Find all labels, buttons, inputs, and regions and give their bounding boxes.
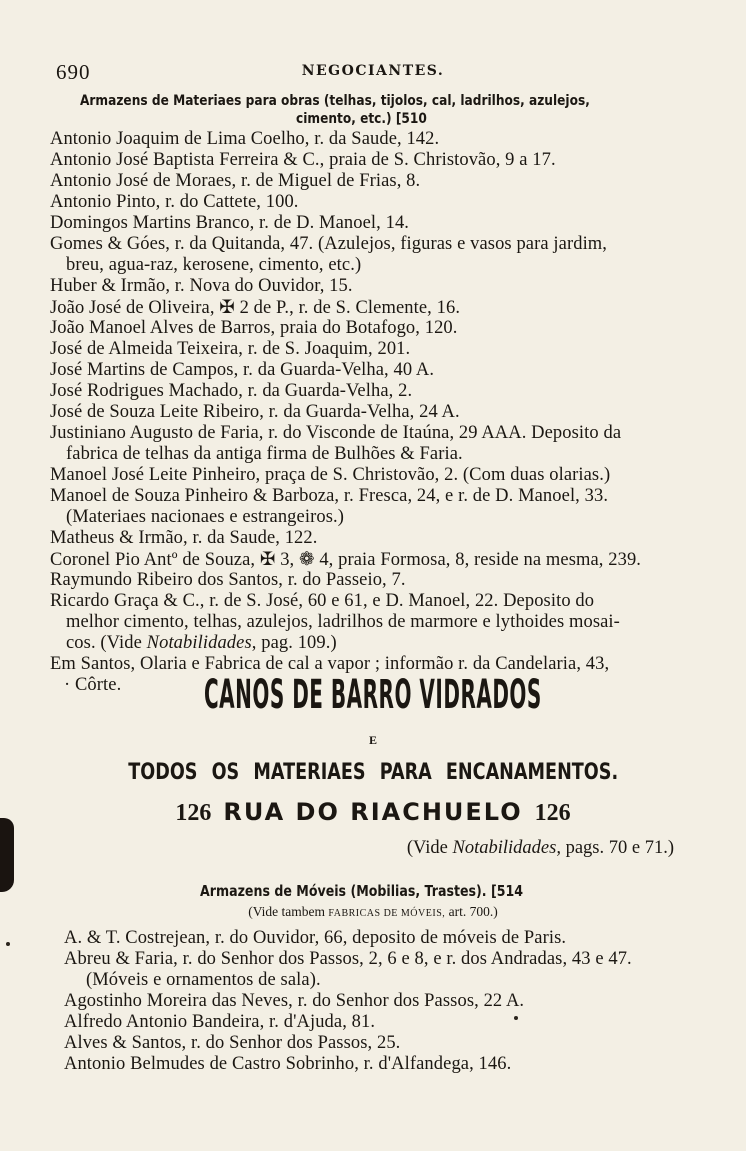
list-item: A. & T. Costrejean, r. do Ouvidor, 66, deposito de móveis de Paris. (64, 928, 567, 948)
list-item: José de Almeida Teixeira, r. de S. Joaquim, 201. (50, 339, 411, 359)
list-item: Antonio José de Moraes, r. de Miguel de Frias, 8. (50, 171, 421, 191)
list-item: Antonio Belmudes de Castro Sobrinho, r. d'Alfandega, 146. (64, 1054, 512, 1074)
list-item: Gomes & Góes, r. da Quitanda, 47. (Azulejos, figuras e vasos para jardim, (50, 234, 608, 254)
page-header (0, 60, 746, 82)
list-item: Huber & Irmão, r. Nova do Ouvidor, 15. (50, 276, 353, 296)
advert-number-left: 126 (175, 800, 212, 826)
advert-conjunction: E (368, 733, 377, 747)
list-item: Alfredo Antonio Bandeira, r. d'Ajuda, 81. (64, 1012, 376, 1032)
list-item: Em Santos, Olaria e Fabrica de cal a vapor ; informão r. da Candelaria, 43, (50, 654, 610, 674)
list-item: Domingos Martins Branco, r. de D. Manoel, 14. (50, 213, 410, 233)
list-item-continuation (66, 633, 337, 654)
advert-subtitle: TODOS OS MATERIAES PARA ENCANAMENTOS. (128, 760, 618, 785)
list-item-continuation: · Côrte. (64, 675, 122, 695)
list-item-continuation: (Móveis e ornamentos de sala). (86, 970, 321, 990)
list-item: Manoel de Souza Pinheiro & Barboza, r. Fresca, 24, e r. de D. Manoel, 33. (50, 486, 609, 506)
list-item: João Manoel Alves de Barros, praia do Botafogo, 120. (50, 318, 458, 338)
list-item: Justiniano Augusto de Faria, r. do Visconde de Itaúna, 29 AAA. Deposito da (50, 423, 622, 443)
list-item: Raymundo Ribeiro dos Santos, r. do Passeio, 7. (50, 570, 406, 590)
vide-page: , pag. 109.) (251, 633, 337, 653)
list-item: Manoel José Leite Pinheiro, praça de S. Christovão, 2. (Com duas olarias.) (50, 465, 611, 485)
running-title: NEGOCIANTES. (301, 63, 445, 79)
list-item: Alves & Santos, r. do Senhor dos Passos, 25. (64, 1033, 401, 1053)
section-heading-line2: cimento, etc.) [510 (296, 111, 427, 127)
list-item: Matheus & Irmão, r. da Saude, 122. (50, 528, 318, 548)
advert-street: RUA DO RIACHUELO (223, 798, 523, 826)
advert-number-right: 126 (534, 800, 571, 826)
list-item-continuation: fabrica de telhas da antiga firma de Bulhões & Faria. (66, 444, 463, 464)
list-item: Coronel Pio Antº de Souza, ✠ 3, ❁ 4, praia Formosa, 8, reside na mesma, 239. (50, 550, 642, 570)
advert-vide-reference: (Vide Notabilidades, pags. 70 e 71.) (406, 838, 674, 858)
ink-blot (0, 818, 14, 892)
advert-address (0, 798, 746, 827)
section2-note: (Vide tambem FABRICAS DE MÓVEIS, art. 700.) (248, 904, 498, 919)
page-number: 690 (56, 60, 91, 84)
list-item: Ricardo Graça & C., r. de S. José, 60 e 61, e D. Manoel, 22. Deposito do (50, 591, 595, 611)
list-item-continuation: breu, agua-raz, kerosene, cimento, etc.) (66, 255, 362, 275)
ink-speck (6, 942, 10, 946)
list-item: Abreu & Faria, r. do Senhor dos Passos, 2, 6 e 8, e r. dos Andradas, 43 e 47. (64, 949, 632, 969)
list-item: Antonio José Baptista Ferreira & C., praia de S. Christovão, 9 a 17. (50, 150, 556, 170)
list-item: Agostinho Moreira das Neves, r. do Senhor dos Passos, 22 A. (64, 991, 525, 1011)
advert-title: CANOS DE BARRO VIDRADOS (204, 672, 542, 718)
list-item: José Martins de Campos, r. da Guarda-Velha, 40 A. (50, 360, 435, 380)
list-item-continuation: (Materiaes nacionaes e estrangeiros.) (66, 507, 344, 527)
list-item: José de Souza Leite Ribeiro, r. da Guarda-Velha, 24 A. (50, 402, 460, 422)
vide-text: cos. (Vide (66, 633, 142, 653)
list-item: Antonio Pinto, r. do Cattete, 100. (50, 192, 299, 212)
section2-heading: Armazens de Móveis (Mobilias, Trastes). [514 (200, 882, 524, 900)
ink-speck (514, 1016, 518, 1020)
vide-notabilidades: Notabilidades (146, 633, 252, 653)
list-item-continuation: melhor cimento, telhas, azulejos, ladrilhos de marmore e lythoides mosai- (66, 612, 620, 632)
list-item: João José de Oliveira, ✠ 2 de P., r. de S. Clemente, 16. (50, 298, 461, 318)
section-heading-line1: Armazens de Materiaes para obras (telhas, tijolos, cal, ladrilhos, azulejos, (80, 93, 590, 109)
list-item: José Rodrigues Machado, r. da Guarda-Velha, 2. (50, 381, 413, 401)
list-item: Antonio Joaquim de Lima Coelho, r. da Saude, 142. (50, 129, 440, 149)
